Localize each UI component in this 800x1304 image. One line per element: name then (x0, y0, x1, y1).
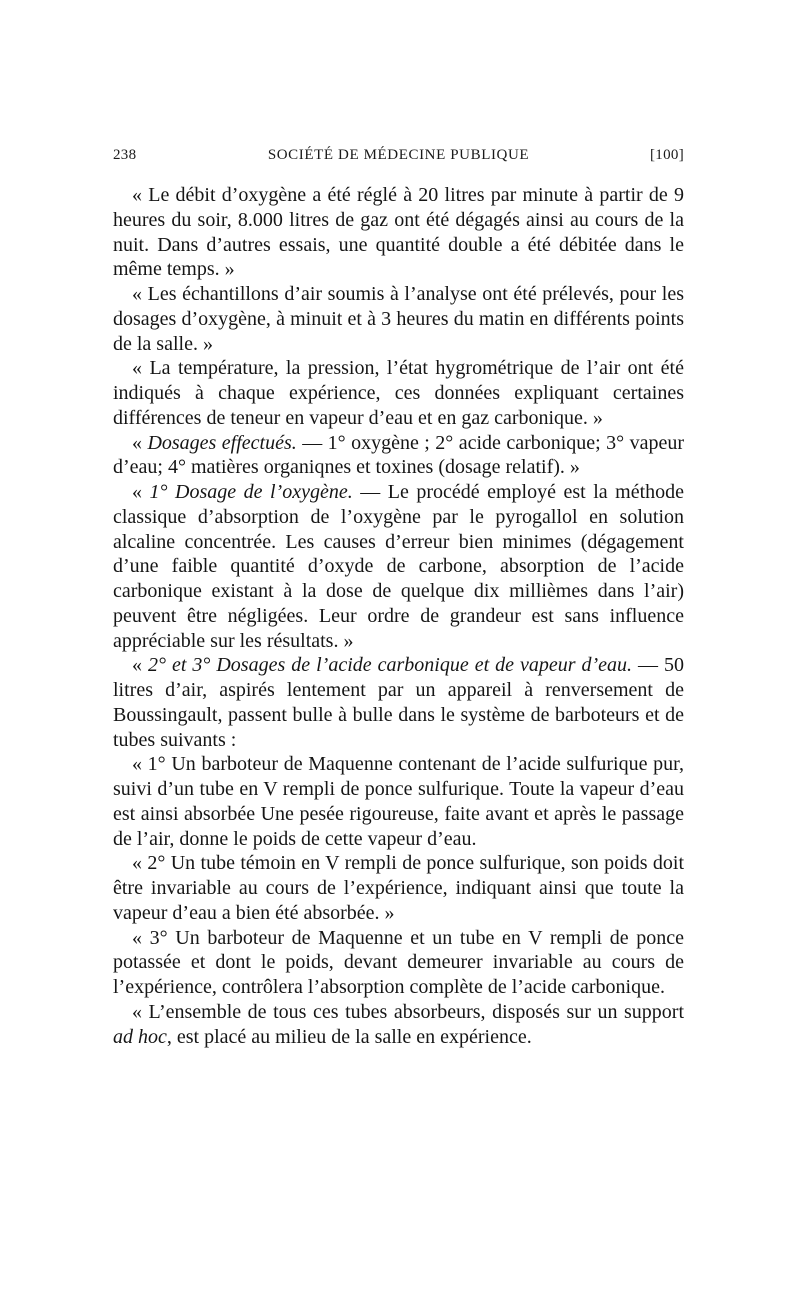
paragraph-text: — 1° oxygène ; 2° acide carbonique; 3° vapeur d’eau; 4° matières organiqnes et toxines (dosage relatif). » (113, 431, 685, 479)
paragraph-heading: 2° et 3° Dosages de l’acide carbonique et de vapeur d’eau. (147, 654, 633, 677)
paragraph-quote-open: « (132, 654, 148, 677)
paragraph-emphasis: ad hoc (113, 1025, 167, 1048)
paragraph-carbonic-dosage (113, 653, 684, 752)
paragraph-oxygen-flow (113, 183, 684, 282)
body-text (113, 183, 684, 1049)
paragraph-temperature (113, 356, 684, 430)
paragraph-text: — Le procédé employé est la méthode classique d’absorption de l’oxygène par le pyrogallol en solution alcaline concentrée. Les causes d’erreur bien minimes (dégagement d’une faible quantité d’oxyde de carbone, absorption de l’acide carbonique existant à la dose de quelque dix millièmes dans l’air) peuvent être négligées. Leur ordre de grandeur est sans influence appréciable sur les résultats. » (113, 481, 685, 652)
running-title: SOCIÉTÉ DE MÉDECINE PUBLIQUE (267, 147, 530, 163)
page-number: 238 (113, 147, 137, 163)
paragraph-quote-open: « (132, 481, 150, 503)
running-header (113, 145, 684, 167)
paragraph-text: , est placé au milieu de la salle en expérience. (166, 1025, 532, 1048)
paragraph-text: « Le débit d’oxygène a été réglé à 20 litres par minute à partir de 9 heures du soir, 8.000 litres de gaz ont été dégagés ainsi au cours de la nuit. Dans d’autres essais, une quantité double a été débitée dans le même temps. » (113, 184, 684, 281)
paragraph-first-barboteur (113, 752, 684, 851)
paragraph-third-barboteur (113, 926, 684, 1000)
paragraph-quote-open: « (132, 431, 148, 454)
paragraph-text: « 2° Un tube témoin en V rempli de ponce sulfurique, son poids doit être invariable au cours de l’expérience, indiquant ainsi que toute la vapeur d’eau a bien été absorbée. » (113, 852, 684, 924)
paragraph-air-samples (113, 282, 684, 356)
book-page (113, 145, 684, 1049)
paragraph-text: « L’ensemble de tous ces tubes absorbeurs, disposés sur un support (132, 1000, 684, 1023)
paragraph-text: — 50 litres d’air, aspirés lentement par un appareil à renversement de Boussingault, passent bulle à bulle dans le système de barboteurs et de tubes suivants : (113, 654, 684, 751)
paragraph-text: « 1° Un barboteur de Maquenne contenant de l’acide sulfurique pur, suivi d’un tube en V rempli de ponce sulfurique. Toute la vapeur d’eau est ainsi absorbée Une pesée rigoureuse, faite avant et après le passage de l’air, donne le poids de cette vapeur d’eau. (113, 753, 684, 850)
paragraph-text: « La température, la pression, l’état hygrométrique de l’air ont été indiqués à chaque expérience, ces données expliquant certaines différences de teneur en vapeur d’eau et en gaz carbonique. » (113, 357, 684, 429)
paragraph-dosages (113, 431, 684, 481)
paragraph-tube-assembly (113, 1000, 684, 1050)
paragraph-text: « Les échantillons d’air soumis à l’analyse ont été prélevés, pour les dosages d’oxygène, à minuit et à 3 heures du matin en différents points de la salle. » (113, 283, 684, 355)
paragraph-text: « 3° Un barboteur de Maquenne et un tube en V rempli de ponce potassée et dont le poids, devant demeurer invariable au cours de l’expérience, contrôlera l’absorption complète de l’acide carbonique. (113, 926, 684, 998)
page-reference: [100] (650, 147, 684, 163)
paragraph-control-tube (113, 851, 684, 925)
paragraph-oxygen-dosage (113, 480, 684, 653)
paragraph-heading: Dosages effectués. (147, 431, 297, 454)
paragraph-heading: 1° Dosage de l’oxygène. (149, 481, 353, 503)
